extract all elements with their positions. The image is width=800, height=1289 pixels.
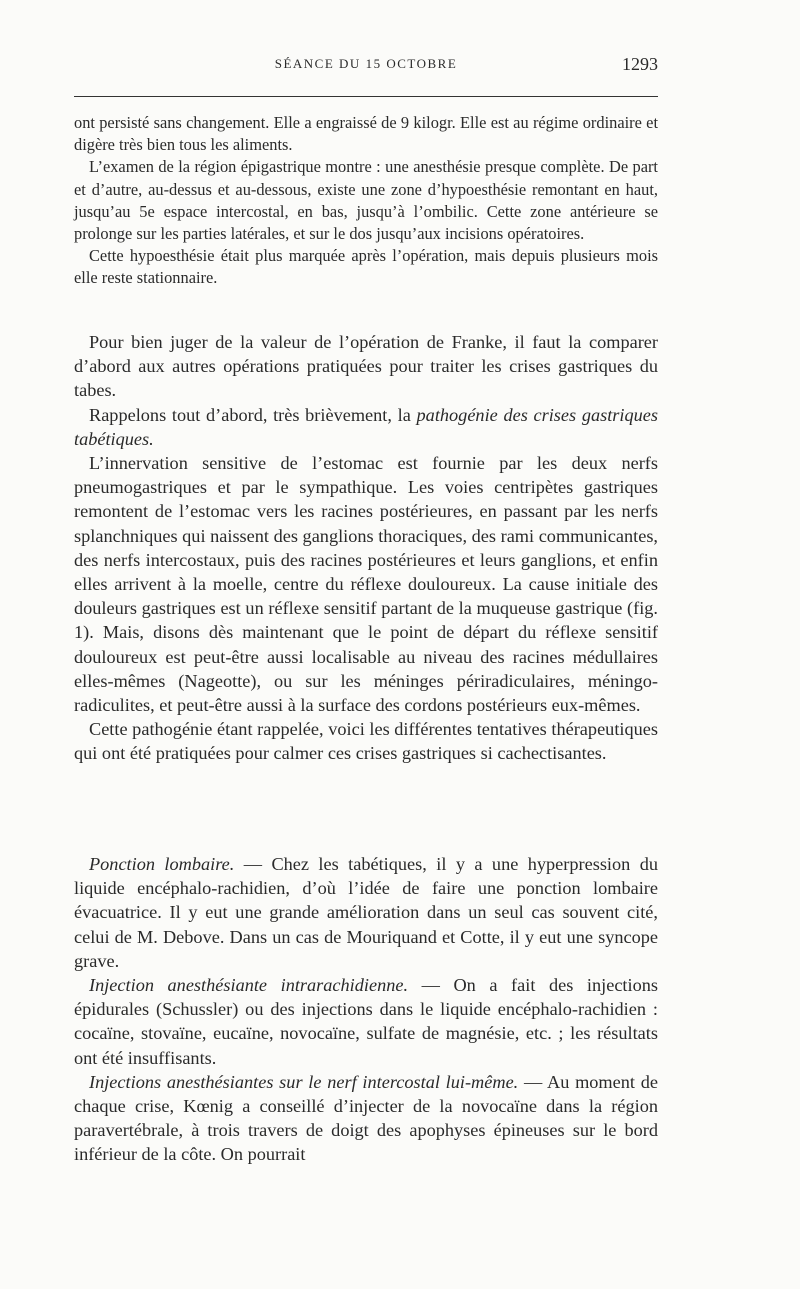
header-rule (74, 96, 658, 97)
paragraph (74, 973, 658, 1070)
case-report-block (74, 112, 658, 290)
paragraph: Pour bien juger de la valeur de l’opération de Franke, il faut la comparer d’abord aux autres opérations pratiquées pour traiter les crises gastriques du tabes. (74, 332, 658, 401)
paragraph (74, 852, 658, 973)
page-header (74, 56, 658, 78)
paragraph-text: — Chez les tabétiques, il y a une hyperpression du liquide encéphalo-rachidien, d’où l’idée de faire une ponction lombaire évacuatrice. Il y eut une grande amélioration dans un seul cas souvent cité, celui de M. Debove. Dans un cas de Mouriquand et Cotte, il y eut une syncope grave. (74, 854, 658, 971)
paragraph-text: Rappelons tout d’abord, très brièvement, la (89, 404, 417, 425)
discussion-block (74, 330, 658, 766)
section-heading: Ponction lombaire. (89, 854, 235, 874)
page-number: 1293 (622, 54, 658, 74)
paragraph: L’examen de la région épigastrique montre : une anesthésie presque complète. De part et d’autre, au-dessus et au-dessous, existe une zone d’hypoesthésie remontant en haut, jusqu’au 5e espace intercostal, en bas, jusqu’à l’ombilic. Cette zone antérieure se prolonge sur les parties latérales, et sur le dos jusqu’aux incisions opératoires. (74, 157, 658, 244)
paragraph (74, 403, 658, 451)
paragraph: ont persisté sans changement. Elle a engraissé de 9 kilogr. Elle est au régime ordinaire et digère très bien tous les aliments. (74, 113, 658, 155)
paragraph-text: — On a fait des injections épidurales (Schussler) ou des injections dans le liquide encéphalo-rachidien : cocaïne, stovaïne, eucaïne, novocaïne, sulfate de magnésie, etc. ; les résultats ont été insuffisants. (74, 975, 658, 1068)
paragraph (74, 1070, 658, 1167)
italic-phrase: pathogénie des crises gastriques tabétiques. (74, 404, 659, 449)
paragraph-text: — Au moment de chaque crise, Kœnig a conseillé d’injecter de la novocaïne dans la région paravertébrale, à trois travers de doigt des apophyses épineuses sur le bord inférieur de la côte. On pourrait (74, 1071, 658, 1165)
section-heading: Injection anesthésiante intrarachidienne. (89, 975, 409, 996)
paragraph: L’innervation sensitive de l’estomac est fournie par les deux nerfs pneumogastriques et par le sympathique. Les voies centripètes gastriques remontent de l’estomac vers les racines postérieures, en passant par les nerfs splanchniques qui naissent des ganglions thoraciques, des rami communicantes, des nerfs intercostaux, puis des racines postérieures et leurs ganglions, et enfin elles arrivent à la moelle, centre du réflexe douloureux. La cause initiale des douleurs gastriques est un réflexe sensitif partant de la muqueuse gastrique (fig. 1). Mais, disons dès maintenant que le point de départ du réflexe sensitif douloureux est peut-être aussi localisable au niveau des racines médullaires elles-mêmes (Nageotte), ou sur les méninges périradiculaires, méningo-radiculites, et peut-être aussi à la surface des cordons postérieurs eux-mêmes. (74, 453, 658, 716)
treatments-block (74, 852, 658, 1167)
paragraph: Cette pathogénie étant rappelée, voici les différentes tentatives thérapeutiques qui ont été pratiquées pour calmer ces crises gastriques si cachectisantes. (74, 719, 658, 764)
paragraph: Cette hypoesthésie était plus marquée après l’opération, mais depuis plusieurs mois elle reste stationnaire. (74, 246, 658, 288)
section-heading: Injections anesthésiantes sur le nerf intercostal lui-même. (89, 1071, 519, 1092)
running-head: SÉANCE DU 15 OCTOBRE (274, 56, 458, 71)
